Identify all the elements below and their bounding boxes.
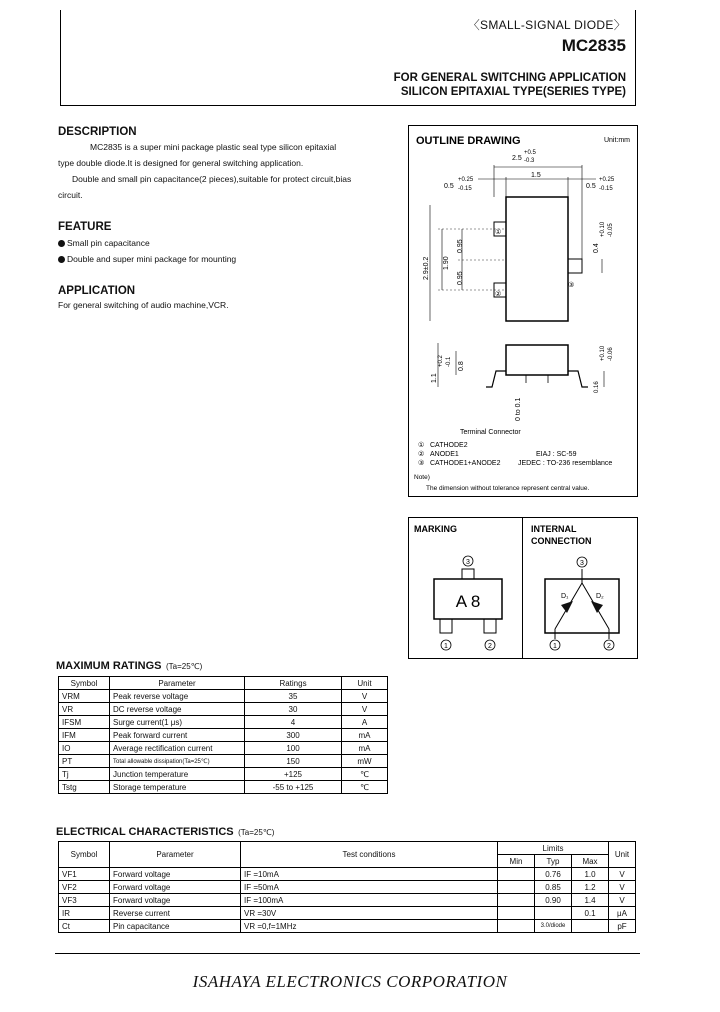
cell-symbol: VR — [59, 703, 110, 716]
cell-unit: mW — [342, 755, 388, 768]
dim-left-lead: 0.5 — [444, 183, 454, 190]
dim-left-tol-minus: -0.15 — [458, 186, 472, 192]
electrical-heading — [56, 822, 274, 840]
table-row — [59, 742, 388, 755]
marking-diagram — [408, 517, 523, 659]
cell-test: IF =100mA — [241, 894, 498, 907]
cell-typ — [535, 907, 572, 920]
terminal-pin-1: ① — [418, 442, 425, 449]
dim-height-total: 2.9±0.2 — [423, 256, 430, 280]
dim-095a: 0.95 — [457, 239, 464, 253]
cell-parameter: Average rectification current — [110, 742, 245, 755]
table-row — [59, 868, 636, 881]
product-category: 〈SMALL-SIGNAL DIODE〉 — [467, 18, 626, 32]
table-row — [59, 894, 636, 907]
feature-list — [58, 235, 236, 267]
dim-right-lead: 0.5 — [586, 183, 596, 190]
cell-max: 1.2 — [572, 881, 609, 894]
application-text: For general switching of audio machine,VCR. — [58, 300, 229, 310]
cell-symbol: IFM — [59, 729, 110, 742]
cell-symbol: VF3 — [59, 894, 110, 907]
cell-min — [498, 881, 535, 894]
cell-parameter: Total allowable dissipation(Ta=25℃) — [110, 755, 245, 768]
marking-code: A 8 — [455, 592, 481, 611]
cell-unit: A — [342, 716, 388, 729]
dim-left-tol-plus: +0.25 — [458, 177, 474, 183]
cell-min — [498, 920, 535, 933]
feature-item — [58, 251, 236, 267]
cell-parameter: Storage temperature — [110, 781, 245, 794]
part-number: MC2835 — [561, 36, 626, 55]
cell-typ: 0.85 — [535, 881, 572, 894]
cell-test: VR =30V — [241, 907, 498, 920]
col-max: Max — [572, 855, 609, 868]
col-limits: Limits — [498, 842, 609, 855]
col-symbol: Symbol — [59, 677, 110, 690]
diode-d1-label: D₁ — [561, 593, 569, 600]
cell-symbol: IFSM — [59, 716, 110, 729]
cell-symbol: IR — [59, 907, 110, 920]
marking-lead-2 — [484, 619, 496, 633]
ic-pin-2: 2 — [607, 643, 611, 650]
max-ratings-table — [58, 676, 388, 794]
cell-symbol: Tstg — [59, 781, 110, 794]
dim-190: 1.90 — [443, 256, 450, 270]
cell-typ: 0.90 — [535, 894, 572, 907]
table-row — [59, 716, 388, 729]
terminal-connector-label: Terminal Connector — [460, 429, 521, 436]
dim-thick-tol-minus: -0.06 — [608, 347, 614, 361]
jedec-std: JEDEC : TO-236 resemblance — [518, 460, 613, 467]
cell-symbol: VRM — [59, 690, 110, 703]
dim-right-tol-minus: -0.15 — [599, 186, 613, 192]
cell-parameter: Forward voltage — [110, 881, 241, 894]
table-row — [59, 907, 636, 920]
max-ratings-title: MAXIMUM RATINGS — [56, 660, 162, 672]
side-lead-right — [568, 371, 588, 387]
cell-typ: 0.76 — [535, 868, 572, 881]
dim-total-tol-minus: -0.3 — [524, 158, 535, 164]
description-title: DESCRIPTION — [58, 126, 137, 138]
table-row — [59, 920, 636, 933]
cell-unit: mA — [342, 742, 388, 755]
cell-min — [498, 894, 535, 907]
marking-pin-3: 3 — [466, 559, 470, 566]
cell-unit: V — [342, 690, 388, 703]
footer-divider — [55, 953, 640, 954]
marking-lead-1 — [440, 619, 452, 633]
cell-unit: ℃ — [342, 781, 388, 794]
description-text — [58, 139, 398, 203]
cell-unit: mA — [342, 729, 388, 742]
cell-symbol: VF2 — [59, 881, 110, 894]
table-header-row — [59, 842, 636, 855]
table-row — [59, 690, 388, 703]
description-line: MC2835 is a super mini package plastic seal type silicon epitaxial — [90, 142, 337, 152]
col-unit: Unit — [609, 842, 636, 868]
cell-unit: pF — [609, 920, 636, 933]
note-text: The dimension without tolerance represent central value. — [426, 485, 590, 492]
cell-typ: 3.0/diode — [535, 920, 572, 933]
ic-pin-3: 3 — [580, 560, 584, 567]
side-lead-left — [486, 371, 506, 387]
cell-rating: 30 — [245, 703, 342, 716]
cell-parameter: Surge current(1 μs) — [110, 716, 245, 729]
cell-symbol: IO — [59, 742, 110, 755]
feature-item-text: Small pin capacitance — [67, 238, 150, 248]
max-ratings-heading — [56, 656, 202, 674]
dim-thick-tol-plus: +0.10 — [600, 345, 606, 361]
marking-title: MARKING — [414, 524, 457, 534]
marking-pin-2: 2 — [488, 643, 492, 650]
subtitle-type: SILICON EPITAXIAL TYPE(SERIES TYPE) — [400, 86, 626, 98]
diode-d2-label: D₂ — [596, 593, 604, 600]
cell-rating: 150 — [245, 755, 342, 768]
cell-test: IF =10mA — [241, 868, 498, 881]
outline-unit: Unit:mm — [603, 137, 630, 144]
terminal-2: ANODE1 — [430, 451, 459, 458]
cell-min — [498, 907, 535, 920]
dim-side-h: 1.1 — [431, 373, 438, 383]
package-body-side — [506, 345, 568, 375]
cell-parameter: Pin capacitance — [110, 920, 241, 933]
col-typ: Typ — [535, 855, 572, 868]
dim-total: 2.5 — [512, 155, 522, 162]
package-body-top — [506, 197, 568, 321]
col-parameter: Parameter — [110, 677, 245, 690]
feature-item — [58, 235, 236, 251]
col-test: Test conditions — [241, 842, 498, 868]
dim-pitch: 1.5 — [531, 172, 541, 179]
dim-total-tol-plus: +0.5 — [524, 150, 536, 156]
cell-unit: ℃ — [342, 768, 388, 781]
col-ratings: Ratings — [245, 677, 342, 690]
cell-parameter: Forward voltage — [110, 894, 241, 907]
table-header-row — [59, 677, 388, 690]
outline-title: OUTLINE DRAWING — [416, 135, 521, 147]
table-row — [59, 755, 388, 768]
electrical-title: ELECTRICAL CHARACTERISTICS — [56, 826, 234, 838]
cell-rating: 300 — [245, 729, 342, 742]
cell-max: 0.1 — [572, 907, 609, 920]
cell-symbol: VF1 — [59, 868, 110, 881]
dim-side-body: 0.8 — [458, 361, 465, 371]
diode-d1-icon — [561, 601, 573, 613]
note-label: Note) — [414, 474, 430, 481]
max-ratings-condition: (Ta=25℃) — [165, 662, 203, 671]
col-min: Min — [498, 855, 535, 868]
ic-pin-1: 1 — [553, 643, 557, 650]
description-line: type double diode.It is designed for general switching application. — [58, 158, 304, 168]
company-name: ISAHAYA ELECTRONICS CORPORATION — [192, 972, 508, 991]
cell-rating: -55 to +125 — [245, 781, 342, 794]
description-line: circuit. — [58, 190, 83, 200]
subtitle-application: FOR GENERAL SWITCHING APPLICATION — [393, 72, 626, 84]
table-row — [59, 881, 636, 894]
dim-side-h-tol-plus: +0.2 — [438, 355, 444, 367]
cell-min — [498, 868, 535, 881]
cell-parameter: Peak forward current — [110, 729, 245, 742]
pin-label-1: ① — [495, 229, 502, 236]
cell-parameter: Peak reverse voltage — [110, 690, 245, 703]
diode-d2-icon — [591, 601, 603, 613]
marking-lead-3 — [462, 569, 474, 579]
cell-unit: μA — [609, 907, 636, 920]
bullet-icon — [58, 256, 65, 263]
table-row — [59, 703, 388, 716]
col-unit: Unit — [342, 677, 388, 690]
cell-symbol: Tj — [59, 768, 110, 781]
internal-title-1: INTERNAL — [531, 524, 577, 534]
cell-parameter: DC reverse voltage — [110, 703, 245, 716]
bullet-icon — [58, 240, 65, 247]
cell-parameter: Junction temperature — [110, 768, 245, 781]
cell-symbol: PT — [59, 755, 110, 768]
cell-unit: V — [342, 703, 388, 716]
electrical-condition: (Ta=25℃) — [238, 828, 275, 837]
internal-connection-diagram — [523, 517, 638, 659]
cell-parameter: Reverse current — [110, 907, 241, 920]
terminal-pin-3: ③ — [418, 460, 425, 467]
cell-symbol: Ct — [59, 920, 110, 933]
marking-pin-1: 1 — [444, 643, 448, 650]
description-line: Double and small pin capacitance(2 pieces),suitable for protect circuit,bias — [72, 174, 352, 184]
terminal-3: CATHODE1+ANODE2 — [430, 460, 501, 467]
eiaj-std: EIAJ : SC-59 — [536, 451, 577, 458]
outline-drawing — [408, 125, 638, 497]
table-row — [59, 729, 388, 742]
cell-unit: V — [609, 868, 636, 881]
ic-package — [545, 579, 619, 633]
table-row — [59, 768, 388, 781]
table-row — [59, 781, 388, 794]
dim-lead-w: 0.4 — [593, 243, 600, 253]
dim-lead-w-tol-plus: +0.10 — [600, 221, 606, 237]
col-symbol: Symbol — [59, 842, 110, 868]
cell-rating: 4 — [245, 716, 342, 729]
dim-095b: 0.95 — [457, 271, 464, 285]
col-parameter: Parameter — [110, 842, 241, 868]
dim-thick: 0.16 — [594, 381, 600, 393]
pin-label-2: ② — [495, 291, 502, 298]
cell-rating: 35 — [245, 690, 342, 703]
terminal-pin-2: ② — [418, 451, 425, 458]
internal-title-2: CONNECTION — [531, 536, 592, 546]
terminal-1: CATHODE2 — [430, 442, 468, 449]
cell-rating: 100 — [245, 742, 342, 755]
application-title: APPLICATION — [58, 285, 136, 297]
cell-max: 1.0 — [572, 868, 609, 881]
cell-unit: V — [609, 894, 636, 907]
lead-3 — [568, 259, 582, 273]
feature-item-text: Double and super mini package for mounting — [67, 254, 237, 264]
feature-title: FEATURE — [58, 221, 112, 233]
cell-rating: +125 — [245, 768, 342, 781]
cell-parameter: Forward voltage — [110, 868, 241, 881]
pin-label-3: ③ — [568, 282, 575, 289]
dim-stand-off: 0 to 0.1 — [515, 397, 522, 421]
dim-side-h-tol-minus: -0.1 — [446, 356, 452, 367]
electrical-table — [58, 841, 636, 933]
dim-lead-w-tol-minus: -0.05 — [608, 223, 614, 237]
cell-unit: V — [609, 881, 636, 894]
cell-test: IF =50mA — [241, 881, 498, 894]
cell-max: 1.4 — [572, 894, 609, 907]
cell-test: VR =0,f=1MHz — [241, 920, 498, 933]
cell-max — [572, 920, 609, 933]
dim-right-tol-plus: +0.25 — [599, 177, 615, 183]
